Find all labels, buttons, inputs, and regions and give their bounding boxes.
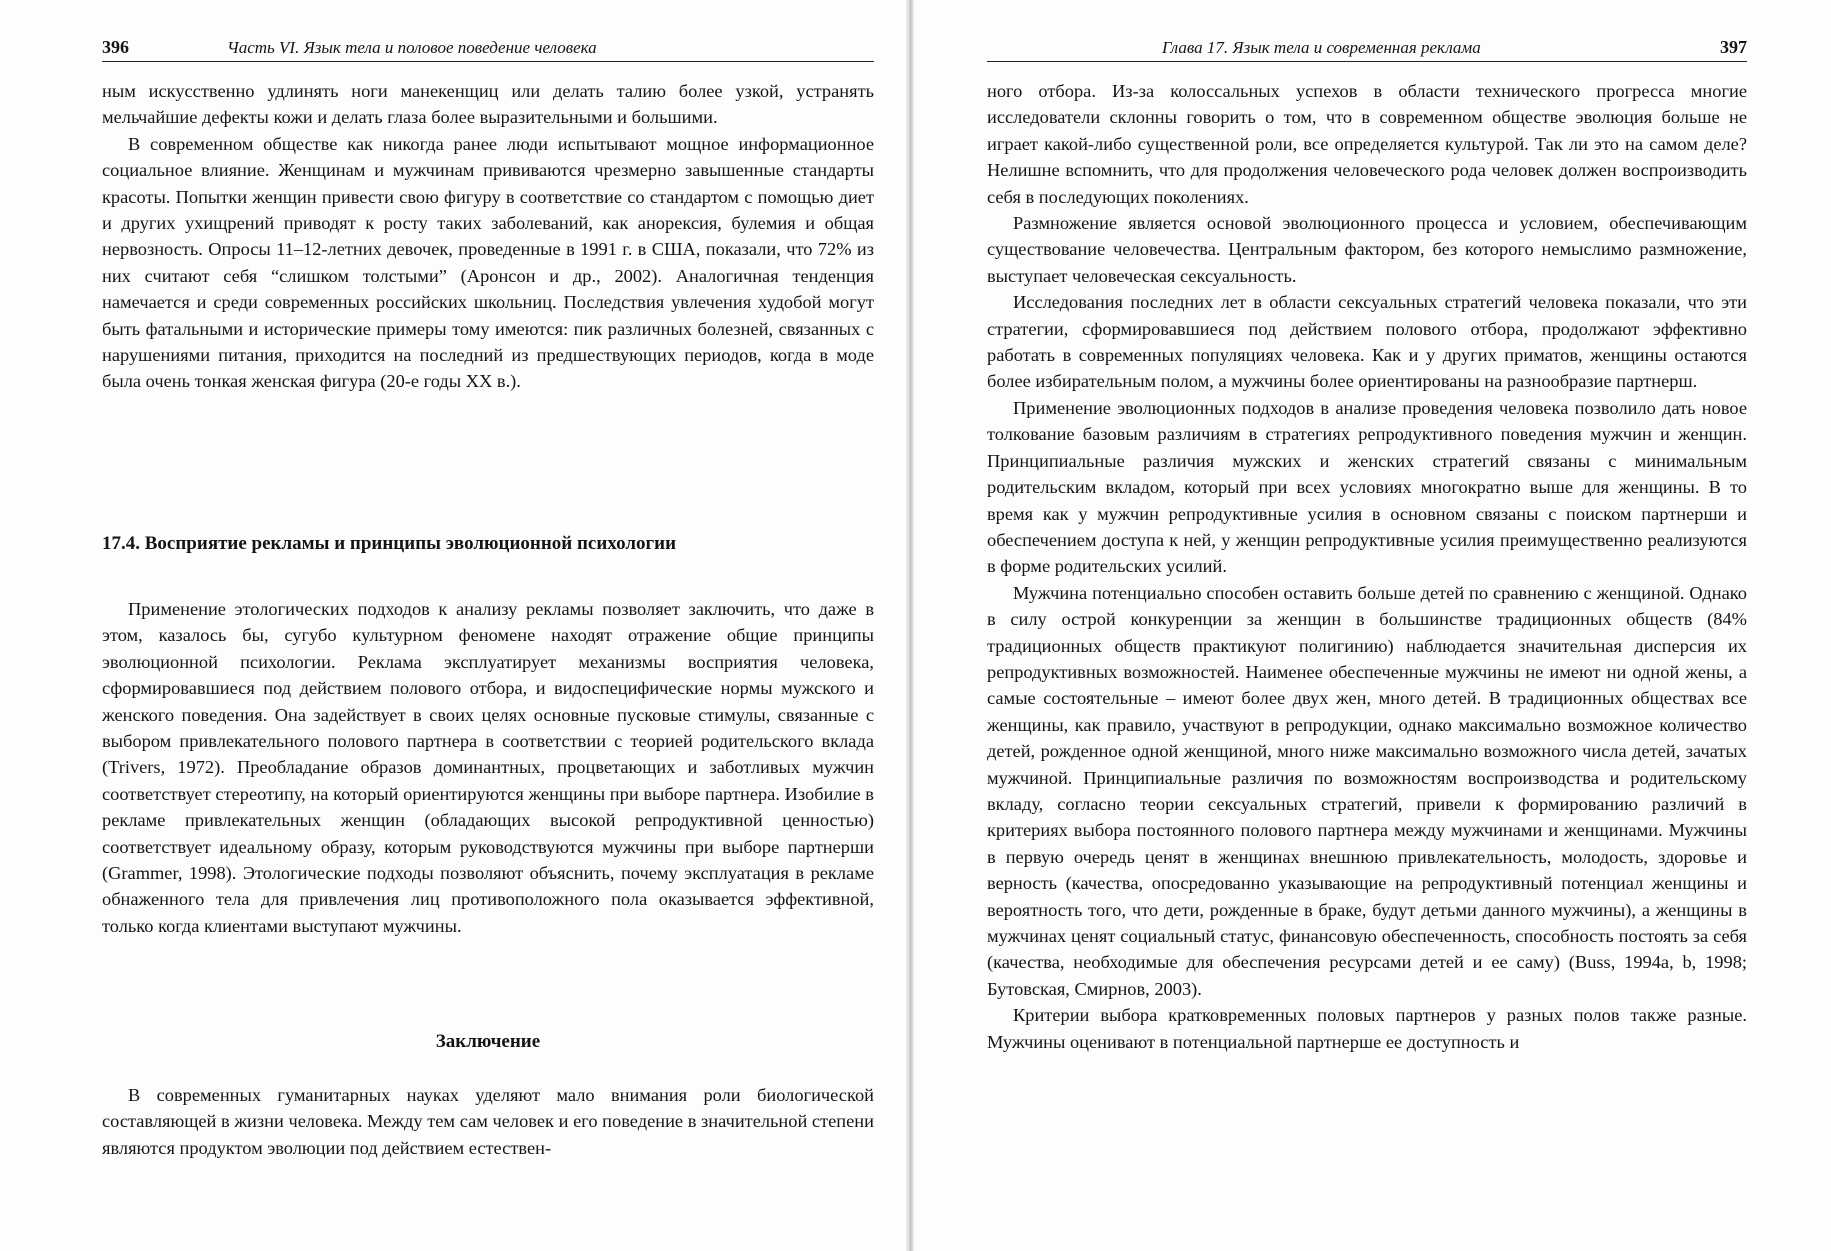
right-body [987, 78, 1747, 1055]
book-gutter [906, 0, 914, 1251]
paragraph: Применение этологических подходов к анализу рекламы позволяет заключить, что даже в этом, казалось бы, сугубо культурном феномене находят отражение общие принципы эволюционной психологии. Реклама эксплуатирует механизмы восприятия человека, сформировавшиеся под действием полового отбора, и видоспецифические нормы мужского и женского поведения. Она задействует в своих целях основные пусковые стимулы, связанные с выбором привлекательного полового партнера в соответствии с теорией родительского вклада (Trivers, 1972). Преобладание образов доминантных, процветающих и заботливых мужчин соответствует стереотипу, на который ориентируются женщины при выборе партнера. Изобилие в рекламе привлекательных женщин (обладающих высокой репродуктивной ценностью) соответствует идеальному образу, которым руководствуются мужчины при выборе партнерши (Grammer, 1998). Этологические подходы позволяют объяснить, почему эксплуатация в рекламе обнаженного тела для привлечения лиц противоположного пола оказывается эффективной, только когда клиентами выступают мужчины. [102, 599, 874, 936]
running-title: Глава 17. Язык тела и современная реклама [1162, 38, 1481, 57]
left-body-conclusion [102, 1082, 874, 1161]
section-heading: 17.4. Восприятие рекламы и принципы эволюционной психологии [102, 533, 677, 554]
paragraph: Исследования последних лет в области сексуальных стратегий человека показали, что эти стратегии, сформировавшиеся под действием полового отбора, продолжают эффективно работать в современных популяциях человека. Как и у других приматов, женщины остаются более избирательным полом, а мужчины более ориентированы на разнообразие партнерш. [987, 292, 1747, 392]
conclusion-heading: Заключение [435, 1031, 541, 1052]
paragraph: Мужчина потенциально способен оставить больше детей по сравнению с женщиной. Однако в силу острой конкуренции за женщин в большинстве традиционных обществ (84% традиционных обществ практикуют полигинию) наблюдается значительная дисперсия их репродуктивных возможностей. Наименее обеспеченные мужчины не имеют ни одной жены, а самые состоятельные – имеют более двух жен, много детей. В традиционных обществах все женщины, как правило, участвуют в репродукции, однако максимально возможное количество детей, рожденное одной женщиной, много ниже максимально возможного числа детей, зачатых мужчиной. Принципиальные различия по возможностям воспроизводства и родительскому вкладу, согласно теории сексуальных стратегий, привели к формированию различий в критериях выбора постоянного полового партнера между мужчинами и женщинами. Мужчины в первую очередь ценят в женщинах внешнюю привлекательность, молодость, здоровье и верность (качества, опосредованно указывающие на репродуктивный потенциал женщины и вероятность того, что дети, рожденные в браке, будут детьми данного мужчины), а женщины в мужчинах ценят социальный статус, финансовую обеспеченность, способность постоять за себя (качества, необходимые для обеспечения ресурсами детей и ее саму) (Buss, 1994a, b, 1998; Бутовская, Смирнов, 2003). [987, 582, 1747, 999]
paragraph: В современных гуманитарных науках уделяют мало внимания роли биологической составляющей в жизни человека. Между тем сам человек и его поведение в значительной степени являются продуктом эволюции под действием естествен- [102, 1085, 874, 1158]
paragraph: ного отбора. Из-за колоссальных успехов в области технического прогресса многие исследователи склонны говорить о том, что в современном обществе эволюция больше не играет какой-либо существенной роли, все определяется культурой. Так ли это на самом деле? Нелишне вспомнить, что для продолжения человеческого рода человек должен воспроизводить себя в последующих поколениях. [987, 81, 1747, 207]
running-header-left [102, 36, 874, 62]
running-title: Часть VI. Язык тела и половое поведение человека [227, 38, 597, 57]
left-page [0, 0, 905, 1251]
paragraph: Критерии выбора кратковременных половых партнеров у разных полов также разные. Мужчины оценивают в потенциальной партнерше ее доступность и [987, 1005, 1747, 1052]
running-header-right [987, 36, 1747, 62]
paragraph: Применение эволюционных подходов в анализе проведения человека позволило дать новое толкование базовым различиям в стратегиях репродуктивного поведения мужчин и женщин. Принципиальные различия мужских и женских стратегий связаны с минимальным родительским вкладом, который при всех условиях многократно выше для женщины. В то время как у мужчин репродуктивные усилия в основном связаны с поиском партнерши и обеспечением доступа к ней, у женщин репродуктивные усилия преимущественно реализуются в форме родительских усилий. [987, 397, 1747, 577]
paragraph: ным искусственно удлинять ноги манекенщиц или делать талию более узкой, устранять мельчайшие дефекты кожи и делать глаза более выразительными и большими. [102, 81, 874, 128]
paragraph: Размножение является основой эволюционного процесса и условием, обеспечивающим существование человечества. Центральным фактором, без которого немыслимо размножение, выступает человеческая сексуальность. [987, 213, 1747, 286]
page-number: 397 [1720, 37, 1747, 57]
right-page [915, 0, 1831, 1251]
left-body-section [102, 596, 874, 939]
paragraph: В современном обществе как никогда ранее люди испытывают мощное информационное социальное влияние. Женщинам и мужчинам прививаются чрезмерно завышенные стандарты красоты. Попытки женщин привести свою фигуру в соответствие со стандартом с помощью диет и других ухищрений приводят к росту таких заболеваний, как анорексия, булемия и общая нервозность. Опросы 11–12-летних девочек, проведенные в 1991 г. в США, показали, что 72% из них считают себя “слишком толстыми” (Аронсон и др., 2002). Аналогичная тенденция намечается и среди современных российских школьниц. Последствия увлечения худобой могут быть фатальными и исторические примеры тому имеются: пик различных болезней, связанных с нарушениями питания, приходится на последний из предшествующих периодов, когда в моде была очень тонкая женская фигура (20-е годы XX в.). [102, 133, 874, 392]
left-body-top [102, 78, 874, 395]
page-number: 396 [102, 37, 129, 57]
